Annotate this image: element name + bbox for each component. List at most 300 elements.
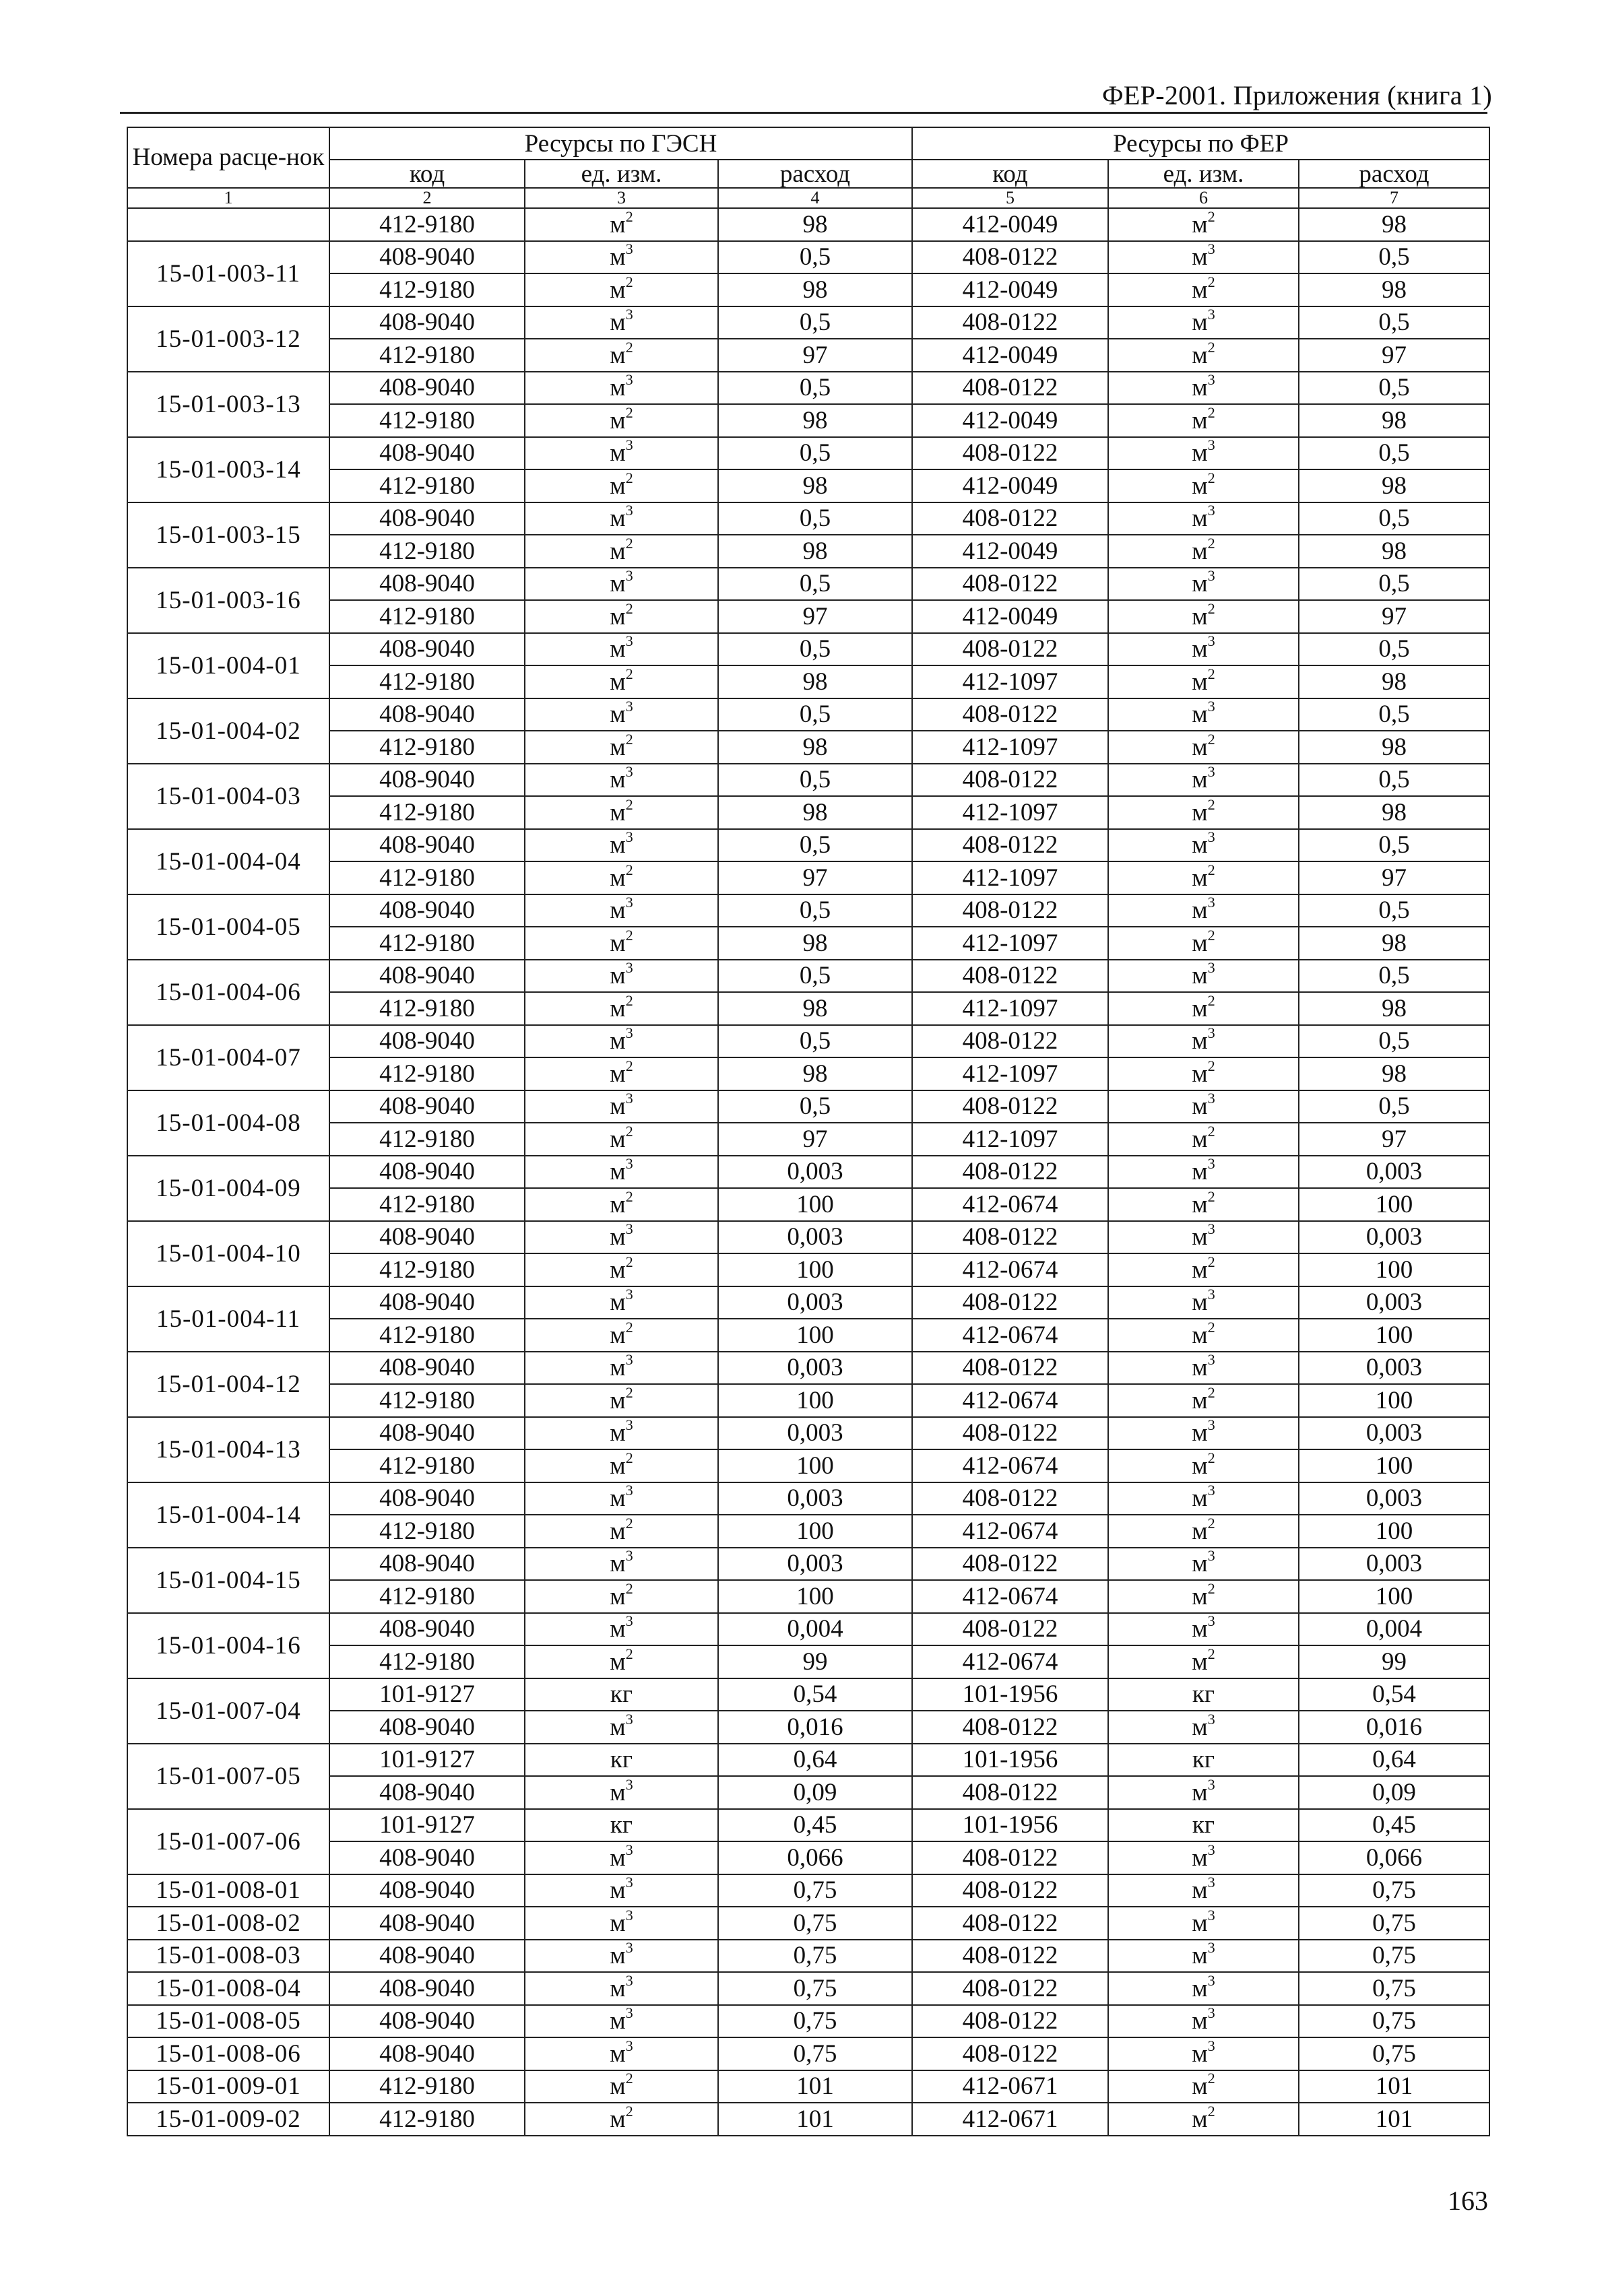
unit-symbol: м [610,1386,626,1414]
gesn-unit [525,1678,718,1711]
unit-exponent: 3 [1207,567,1215,585]
col-header-norm: Номера расце-нок [127,127,329,188]
header-rule [120,112,1487,114]
table-row [127,2070,1489,2103]
unit-exponent: 2 [625,1645,633,1662]
unit-exponent: 3 [625,763,633,781]
fer-amount: 97 [1299,339,1489,372]
gesn-amount: 0,003 [718,1548,912,1581]
unit-symbol: м [1192,1386,1208,1414]
gesn-unit [525,1645,718,1678]
gesn-unit [525,1025,718,1058]
header-row-1 [127,127,1489,160]
gesn-amount: 100 [718,1449,912,1482]
unit-exponent: 2 [1207,1645,1215,1662]
gesn-unit [525,1352,718,1385]
fer-code: 412-0674 [912,1645,1108,1678]
unit-exponent: 2 [1207,1123,1215,1140]
fer-unit [1108,764,1299,797]
gesn-unit [525,861,718,894]
gesn-unit [525,1972,718,2005]
unit-symbol: м [1192,1158,1208,1186]
gesn-amount: 0,75 [718,1940,912,1973]
fer-amount: 97 [1299,1123,1489,1156]
unit-exponent: 3 [1207,2037,1215,2054]
gesn-unit [525,2070,718,2103]
gesn-amount: 0,003 [718,1482,912,1515]
fer-amount: 0,003 [1299,1352,1489,1385]
unit-exponent: 3 [1207,1711,1215,1728]
fer-amount: 0,5 [1299,960,1489,993]
unit-symbol: м [1192,1974,1208,2002]
fer-code: 412-0049 [912,469,1108,502]
unit-symbol: м [1192,1190,1208,1218]
table-row [127,1482,1489,1515]
fer-unit [1108,665,1299,698]
fer-amount: 98 [1299,404,1489,437]
unit-exponent: 3 [1207,632,1215,650]
fer-unit [1108,241,1299,274]
unit-symbol: м [1192,1125,1208,1153]
unit-exponent: 3 [1207,894,1215,911]
unit-symbol: м [610,1158,626,1186]
unit-symbol: м [1192,1713,1208,1741]
table-row [127,535,1489,568]
sub-header-gesn-unit: ед. изм. [525,160,718,188]
table-row [127,273,1489,306]
gesn-amount: 0,5 [718,829,912,862]
fer-code: 412-0671 [912,2070,1108,2103]
table-row [127,731,1489,764]
fer-code: 408-0122 [912,1776,1108,1809]
fer-code: 408-0122 [912,1613,1108,1646]
fer-unit [1108,992,1299,1025]
unit-exponent: 2 [1207,1515,1215,1532]
fer-unit [1108,1417,1299,1450]
fer-code: 412-0674 [912,1449,1108,1482]
unit-symbol: м [610,994,626,1022]
gesn-unit [525,535,718,568]
fer-amount: 0,003 [1299,1221,1489,1254]
fer-code: 408-0122 [912,894,1108,927]
gesn-unit [525,1841,718,1874]
unit-exponent: 3 [1207,1090,1215,1107]
unit-exponent: 2 [625,1515,633,1532]
fer-amount: 0,5 [1299,437,1489,470]
unit-exponent: 3 [1207,1416,1215,1434]
fer-code: 412-0674 [912,1515,1108,1548]
unit-exponent: 3 [625,371,633,389]
gesn-code: 408-9040 [329,1907,525,1940]
gesn-unit [525,1907,718,1940]
fer-code: 408-0122 [912,1025,1108,1058]
gesn-unit [525,502,718,535]
unit-exponent: 3 [625,502,633,519]
unit-exponent: 3 [1207,763,1215,781]
fer-unit [1108,1515,1299,1548]
unit-symbol: м [1192,210,1208,238]
gesn-unit [525,469,718,502]
unit-exponent: 3 [1207,306,1215,323]
gesn-code: 408-9040 [329,1221,525,1254]
unit-exponent: 2 [1207,665,1215,682]
gesn-unit [525,1286,718,1319]
fer-amount: 97 [1299,600,1489,633]
fer-unit [1108,469,1299,502]
fer-amount: 0,003 [1299,1548,1489,1581]
resources-table [127,127,1490,2136]
table-row [127,665,1489,698]
fer-unit [1108,208,1299,241]
unit-symbol: м [1192,1354,1208,1382]
fer-code: 408-0122 [912,2005,1108,2038]
gesn-unit [525,1156,718,1189]
unit-exponent: 2 [1207,2103,1215,2120]
unit-exponent: 2 [625,1188,633,1205]
gesn-code: 408-9040 [329,764,525,797]
unit-symbol: м [1192,439,1208,467]
norm-number: 15-01-003-15 [127,502,329,568]
unit-symbol: м [1192,798,1208,826]
unit-exponent: 3 [1207,240,1215,258]
fer-code: 412-1097 [912,992,1108,1025]
fer-code: 101-1956 [912,1678,1108,1711]
gesn-amount: 0,066 [718,1841,912,1874]
norm-number: 15-01-004-03 [127,764,329,829]
unit-exponent: 3 [625,240,633,258]
unit-symbol: м [1192,570,1208,598]
norm-number: 15-01-009-02 [127,2103,329,2136]
fer-amount: 0,066 [1299,1841,1489,1874]
gesn-unit [525,960,718,993]
fer-code: 408-0122 [912,960,1108,993]
fer-code: 408-0122 [912,698,1108,731]
norm-number: 15-01-004-09 [127,1156,329,1221]
unit-exponent: 3 [1207,698,1215,715]
table-row [127,2037,1489,2070]
unit-exponent: 3 [625,632,633,650]
fer-amount: 97 [1299,861,1489,894]
gesn-unit [525,764,718,797]
gesn-unit [525,2103,718,2136]
fer-amount: 0,5 [1299,829,1489,862]
unit-exponent: 3 [1207,371,1215,389]
unit-symbol: м [610,700,626,729]
norm-number: 15-01-004-06 [127,960,329,1025]
fer-code: 408-0122 [912,437,1108,470]
unit-symbol: м [1192,504,1208,533]
norm-number: 15-01-004-10 [127,1221,329,1286]
fer-unit [1108,731,1299,764]
unit-symbol: м [1192,1843,1208,1872]
fer-unit [1108,1580,1299,1613]
gesn-code: 412-9180 [329,469,525,502]
fer-unit [1108,796,1299,829]
fer-code: 412-1097 [912,1123,1108,1156]
gesn-amount: 0,5 [718,306,912,339]
gesn-code: 408-9040 [329,1776,525,1809]
fer-unit [1108,437,1299,470]
unit-symbol: м [610,635,626,663]
unit-symbol: м [610,831,626,859]
fer-unit [1108,1874,1299,1907]
table-row [127,502,1489,535]
fer-unit [1108,404,1299,437]
fer-unit [1108,1449,1299,1482]
fer-amount: 0,5 [1299,241,1489,274]
fer-code: 408-0122 [912,1548,1108,1581]
table-body [127,127,1489,2136]
norm-number: 15-01-008-01 [127,1874,329,1907]
gesn-amount: 97 [718,339,912,372]
header-row-2 [127,160,1489,188]
unit-exponent: 3 [1207,1907,1215,1924]
table-row [127,992,1489,1025]
unit-symbol: м [1192,700,1208,729]
unit-exponent: 3 [625,1286,633,1303]
unit-symbol: м [1192,602,1208,630]
unit-exponent: 2 [625,1384,633,1401]
fer-amount: 98 [1299,731,1489,764]
fer-unit [1108,1352,1299,1385]
unit-exponent: 2 [1207,796,1215,813]
unit-exponent: 3 [625,698,633,715]
gesn-unit [525,1809,718,1842]
gesn-unit [525,208,718,241]
fer-unit [1108,1907,1299,1940]
gesn-unit [525,306,718,339]
table-row [127,1776,1489,1809]
gesn-amount: 0,45 [718,1809,912,1842]
unit-symbol: м [610,1615,626,1643]
table-row [127,960,1489,993]
gesn-unit [525,731,718,764]
norm-number: 15-01-007-04 [127,1678,329,1744]
unit-exponent: 3 [625,1711,633,1728]
fer-code: 408-0122 [912,633,1108,666]
unit-symbol: м [1192,1419,1208,1447]
unit-exponent: 3 [625,1155,633,1173]
gesn-unit [525,2037,718,2070]
gesn-unit [525,372,718,405]
unit-symbol: м [610,275,626,304]
unit-exponent: 3 [1207,436,1215,454]
gesn-code: 408-9040 [329,372,525,405]
gesn-amount: 98 [718,1057,912,1090]
gesn-unit [525,927,718,960]
table-row [127,861,1489,894]
unit-exponent: 3 [625,1972,633,1989]
fer-code: 412-0049 [912,404,1108,437]
unit-symbol: м [1192,471,1208,500]
gesn-code: 412-9180 [329,796,525,829]
unit-symbol: м [1192,1451,1208,1480]
table-row [127,1874,1489,1907]
gesn-code: 412-9180 [329,339,525,372]
unit-symbol: м [610,896,626,925]
fer-code: 412-1097 [912,665,1108,698]
fer-unit [1108,1156,1299,1189]
gesn-code: 412-9180 [329,2103,525,2136]
norm-number: 15-01-008-05 [127,2005,329,2038]
unit-symbol: м [1192,1550,1208,1578]
gesn-amount: 0,016 [718,1711,912,1744]
unit-exponent: 2 [1207,1449,1215,1466]
fer-unit [1108,1057,1299,1090]
table-row [127,1907,1489,1940]
fer-unit [1108,960,1299,993]
unit-symbol: м [610,1451,626,1480]
unit-symbol: м [610,308,626,337]
gesn-unit [525,1221,718,1254]
unit-symbol: м [1192,243,1208,271]
unit-exponent: 2 [625,1253,633,1270]
fer-code: 408-0122 [912,1090,1108,1123]
unit-symbol: м [610,733,626,761]
col-number: 3 [525,188,718,208]
fer-amount: 98 [1299,927,1489,960]
gesn-amount: 0,75 [718,2005,912,2038]
fer-amount: 0,5 [1299,633,1489,666]
unit-exponent: 3 [625,1939,633,1957]
unit-symbol: м [610,1582,626,1610]
unit-exponent: 3 [625,1874,633,1891]
gesn-unit [525,1417,718,1450]
fer-amount: 0,5 [1299,1090,1489,1123]
fer-amount: 98 [1299,469,1489,502]
fer-unit [1108,2103,1299,2136]
unit-symbol: м [610,341,626,369]
unit-symbol: м [610,2105,626,2133]
unit-symbol: м [1192,2105,1208,2133]
table-row [127,600,1489,633]
unit-exponent: 3 [625,1024,633,1042]
norm-number: 15-01-004-13 [127,1417,329,1482]
unit-symbol: м [1192,1255,1208,1284]
fer-unit [1108,1123,1299,1156]
fer-code: 101-1956 [912,1809,1108,1842]
unit-symbol: м [610,374,626,402]
gesn-amount: 0,54 [718,1678,912,1711]
gesn-unit [525,339,718,372]
gesn-amount: 100 [718,1515,912,1548]
norm-number [127,208,329,241]
gesn-amount: 98 [718,535,912,568]
unit-exponent: 2 [625,1449,633,1466]
fer-amount: 0,5 [1299,764,1489,797]
unit-symbol: м [1192,1288,1208,1317]
fer-code: 412-0674 [912,1384,1108,1417]
unit-symbol: м [610,1288,626,1317]
unit-exponent: 2 [1207,1384,1215,1401]
fer-amount: 100 [1299,1253,1489,1286]
table-row [127,1057,1489,1090]
unit-exponent: 3 [1207,828,1215,846]
gesn-amount: 100 [718,1188,912,1221]
unit-symbol: м [610,1059,626,1088]
table-row [127,1711,1489,1744]
table-row [127,1253,1489,1286]
unit-symbol: кг [1192,1746,1215,1774]
unit-exponent: 3 [625,1907,633,1924]
gesn-amount: 98 [718,404,912,437]
fer-unit [1108,894,1299,927]
gesn-code: 408-9040 [329,437,525,470]
unit-exponent: 2 [625,600,633,617]
unit-exponent: 3 [625,1612,633,1630]
fer-unit [1108,306,1299,339]
unit-exponent: 2 [1207,469,1215,486]
gesn-unit [525,273,718,306]
unit-symbol: м [1192,929,1208,957]
fer-code: 408-0122 [912,764,1108,797]
unit-symbol: м [1192,1223,1208,1251]
fer-code: 408-0122 [912,1417,1108,1450]
table-row [127,2103,1489,2136]
fer-code: 408-0122 [912,1972,1108,2005]
fer-code: 412-0049 [912,339,1108,372]
unit-symbol: кг [610,1746,633,1774]
unit-exponent: 2 [625,273,633,290]
unit-exponent: 2 [625,469,633,486]
fer-unit [1108,1711,1299,1744]
norm-number: 15-01-004-12 [127,1352,329,1417]
gesn-code: 408-9040 [329,241,525,274]
fer-code: 412-0671 [912,2103,1108,2136]
gesn-code: 408-9040 [329,1711,525,1744]
table-row [127,404,1489,437]
norm-number: 15-01-008-02 [127,1907,329,1940]
unit-exponent: 2 [625,339,633,356]
sub-header-gesn-amount: расход [718,160,912,188]
fer-unit [1108,861,1299,894]
running-header: ФЕР-2001. Приложения (книга 1) [1102,80,1492,110]
unit-symbol: м [610,962,626,990]
fer-code: 408-0122 [912,829,1108,862]
fer-code: 408-0122 [912,1286,1108,1319]
sub-header-gesn-code: код [329,160,525,188]
gesn-code: 412-9180 [329,1123,525,1156]
unit-exponent: 2 [625,2103,633,2120]
fer-code: 412-1097 [912,1057,1108,1090]
gesn-code: 412-9180 [329,665,525,698]
unit-symbol: м [610,1321,626,1349]
fer-code: 412-0674 [912,1188,1108,1221]
unit-symbol: кг [610,1811,633,1839]
unit-symbol: м [1192,994,1208,1022]
gesn-code: 408-9040 [329,1972,525,2005]
unit-exponent: 2 [625,404,633,421]
table-row [127,469,1489,502]
gesn-code: 101-9127 [329,1744,525,1777]
fer-amount: 100 [1299,1515,1489,1548]
unit-exponent: 2 [1207,731,1215,748]
fer-unit [1108,568,1299,601]
unit-symbol: м [1192,1942,1208,1970]
unit-symbol: м [610,1713,626,1741]
fer-unit [1108,698,1299,731]
table-row [127,1188,1489,1221]
fer-amount: 0,004 [1299,1613,1489,1646]
unit-exponent: 3 [625,1776,633,1793]
unit-exponent: 2 [1207,404,1215,421]
fer-unit [1108,1776,1299,1809]
fer-amount: 98 [1299,992,1489,1025]
fer-amount: 0,64 [1299,1744,1489,1777]
unit-symbol: м [610,210,626,238]
gesn-code: 408-9040 [329,960,525,993]
gesn-code: 408-9040 [329,894,525,927]
